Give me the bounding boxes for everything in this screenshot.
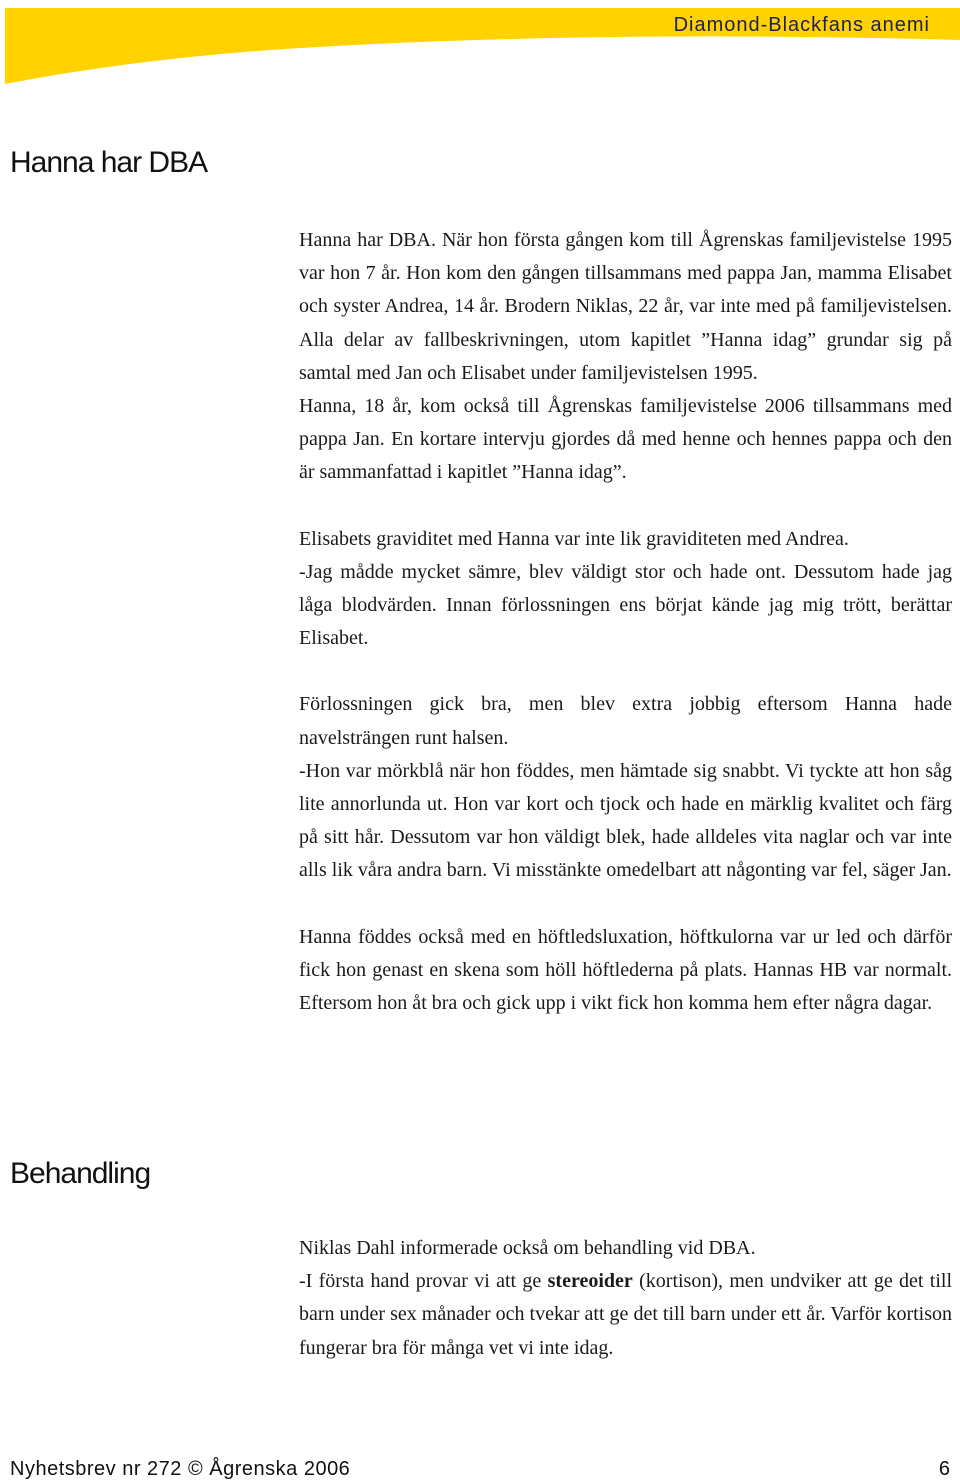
steroids-text-before: -I första hand provar vi att ge (299, 1270, 548, 1293)
paragraph-elisabet-quote: -Jag mådde mycket sämre, blev väldigt stor och hade ont. Dessutom hade jag låga blodvärden. Innan förlossningen ens börjat kände jag mig trött, berättar Elisabet. (299, 560, 952, 650)
section-heading-behandling: Behandling (10, 1157, 151, 1190)
paragraph-delivery: Förlossningen gick bra, men blev extra jobbig eftersom Hanna hade navelsträngen runt halsen. (299, 693, 952, 749)
paragraph-intro: Hanna har DBA. När hon första gången kom till Ågrenskas familjevistelse 1995 var hon 7 år. Hon kom den gången tillsammans med pappa Jan, mamma Elisabet och syster Andrea, 14 år. Brodern Niklas, 22 år, var inte med på familjevistelsen. Alla delar av fallbeskrivningen, utom kapitlet ”Hanna idag” grundar sig på samtal med Jan och Elisabet under familjevistelsen 1995. (299, 229, 952, 384)
section-body-behandling (299, 1232, 952, 1365)
section-heading-hanna: Hanna har DBA (10, 146, 208, 179)
page-number: 6 (938, 1458, 950, 1480)
section-body-hanna (299, 224, 952, 1020)
steroids-bold-term: stereoider (547, 1270, 633, 1293)
paragraph-treatment-intro: Niklas Dahl informerade också om behandling vid DBA. (299, 1237, 756, 1259)
paragraph-2006-visit: Hanna, 18 år, kom också till Ågrenskas familjevistelse 2006 tillsammans med pappa Jan. En kortare intervju gjordes då med henne och hennes pappa och den är sammanfattad i kapitlet ”Hanna idag”. (299, 395, 952, 484)
paragraph-steroids (299, 1265, 952, 1365)
footer-newsletter-label: Nyhetsbrev nr 272 © Ågrenska 2006 (10, 1458, 351, 1480)
steroids-text-after: (kortison), men undviker att ge det till barn under sex månader och tvekar att ge det till barn under ett år. Varför kortison fungerar bra för många vet vi inte idag. (299, 1270, 953, 1359)
paragraph-pregnancy: Elisabets graviditet med Hanna var inte lik graviditeten med Andrea. (299, 527, 849, 550)
paragraph-jan-quote: -Hon var mörkblå när hon föddes, men hämtade sig snabbt. Vi tyckte att hon såg lite annorlunda ut. Hon var kort och tjock och hade en märklig kvalitet och färg på sitt hår. Dessutom var hon väldigt blek, hade alldeles vita naglar och var inte alls lik våra andra barn. Vi misstänkte omedelbart att någonting var fel, säger Jan. (299, 759, 952, 882)
header-title: Diamond-Blackfans anemi (673, 14, 930, 36)
paragraph-hip-luxation: Hanna föddes också med en höftledsluxation, höftkulorna var ur led och därför fick hon genast en skena som höll höftlederna på plats. Hannas HB var normalt. Eftersom hon åt bra och gick upp i vikt fick hon komma hem efter några dagar. (299, 925, 952, 1015)
